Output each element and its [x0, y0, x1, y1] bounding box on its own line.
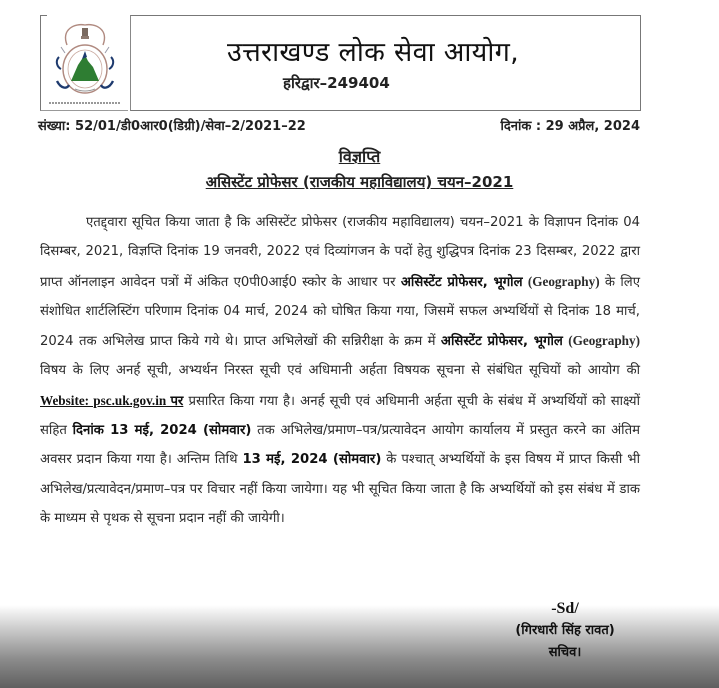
notice-subject: असिस्टेंट प्रोफेसर (राजकीय महाविद्यालय) चयन–2021 — [205, 173, 514, 191]
body-text-1: एतद्द्वारा सूचित किया जाता है कि असिस्टेंट प्रोफेसर (राजकीय महाविद्यालय) चयन–2021 के विज्ञापन दिनांक 04 दिसम्बर, 2021, विज्ञप्ति दिनांक 19 जनवरी, 2022 एवं दिव्यांगजन के पदों हेतु शुद्धिपत्र दिनांक 23 दिसम्बर, 2022 द्वारा प्राप्त ऑनलाइन आवेदन पत्रों में अंकित ए0पी0आई0 स्कोर के आधार पर — [40, 215, 640, 290]
deadline-bold: दिनांक 13 मई, 2024 (सोमवार) — [72, 423, 252, 439]
signed-mark: -Sd/ — [551, 600, 579, 617]
notice-date: दिनांक : 29 अप्रैल, 2024 — [500, 119, 640, 134]
body-text-5: तक अभिलेख/प्रमाण–पत्र/प्रत्यावेदन आयोग कार्यालय में प्रस्तुत करने का अंतिम अवसर प्रदान किया गया है। अन्तिम तिथि — [40, 423, 641, 468]
logo-frame — [40, 15, 128, 111]
logo-caption-text — [49, 102, 121, 104]
reference-line — [38, 116, 640, 134]
website-link[interactable]: Website: psc.uk.gov.in पर — [40, 392, 184, 408]
post-name-bold-2: असिस्टेंट प्रोफेसर, भूगोल — [440, 334, 563, 350]
notice-title: विज्ञप्ति — [338, 147, 381, 166]
body-text-6: के पश्चात् अभ्यर्थियों के इस विषय में प्राप्त किसी भी अभिलेख/प्रत्यावेदन/प्रमाण–पत्र पर विचार नहीं किया जायेगा। यह भी सूचित किया जाता है कि अभ्यर्थियों को इस संबंध में डाक के माध्यम से पृथक से सूचना प्रदान नहीं की जायेगी। — [40, 452, 640, 526]
subject-latin: (Geography) — [527, 273, 600, 289]
letterhead — [130, 15, 641, 111]
organization-name: उत्तराखण्ड लोक सेवा आयोग, — [227, 37, 520, 68]
notice-body — [40, 208, 640, 533]
subject-latin-2: (Geography) — [568, 333, 640, 349]
signature-block — [490, 598, 640, 664]
signatory-designation: सचिव। — [548, 645, 582, 660]
organization-address: हरिद्वार–249404 — [283, 74, 390, 92]
reference-number: संख्या: 52/01/डी0आर0(डिग्री)/सेवा–2/2021–22 — [38, 119, 306, 134]
post-name-bold: असिस्टेंट प्रोफेसर, भूगोल — [400, 274, 523, 290]
signatory-name: (गिरधारी सिंह रावत) — [515, 623, 615, 638]
deadline-bold-2: 13 मई, 2024 (सोमवार) — [242, 452, 382, 468]
body-text-4: प्रसारित किया गया है। अनर्ह सूची एवं अधिमानी अर्हता सूची के संबंध में अभ्यर्थियों को साक्ष्यों सहित — [40, 393, 640, 439]
body-text-2: के लिए संशोधित शार्टलिस्टिंग परिणाम दिनांक 04 मार्च, 2024 को घोषित किया गया, जिसमें सफल अभ्यर्थियों से दिनांक 18 मार्च, 2024 तक अभिलेख प्राप्त किये गये थे। प्राप्त अभिलेखों की सन्निरीक्षा के क्रम में — [40, 274, 640, 350]
body-text-3: विषय के लिए अनर्ह सूची, अभ्यर्थन निरस्त सूची एवं अधिमानी अर्हता विषयक सूचना से संबंधित सूचियों को आयोग की — [40, 363, 640, 379]
commission-emblem-icon — [45, 19, 125, 105]
